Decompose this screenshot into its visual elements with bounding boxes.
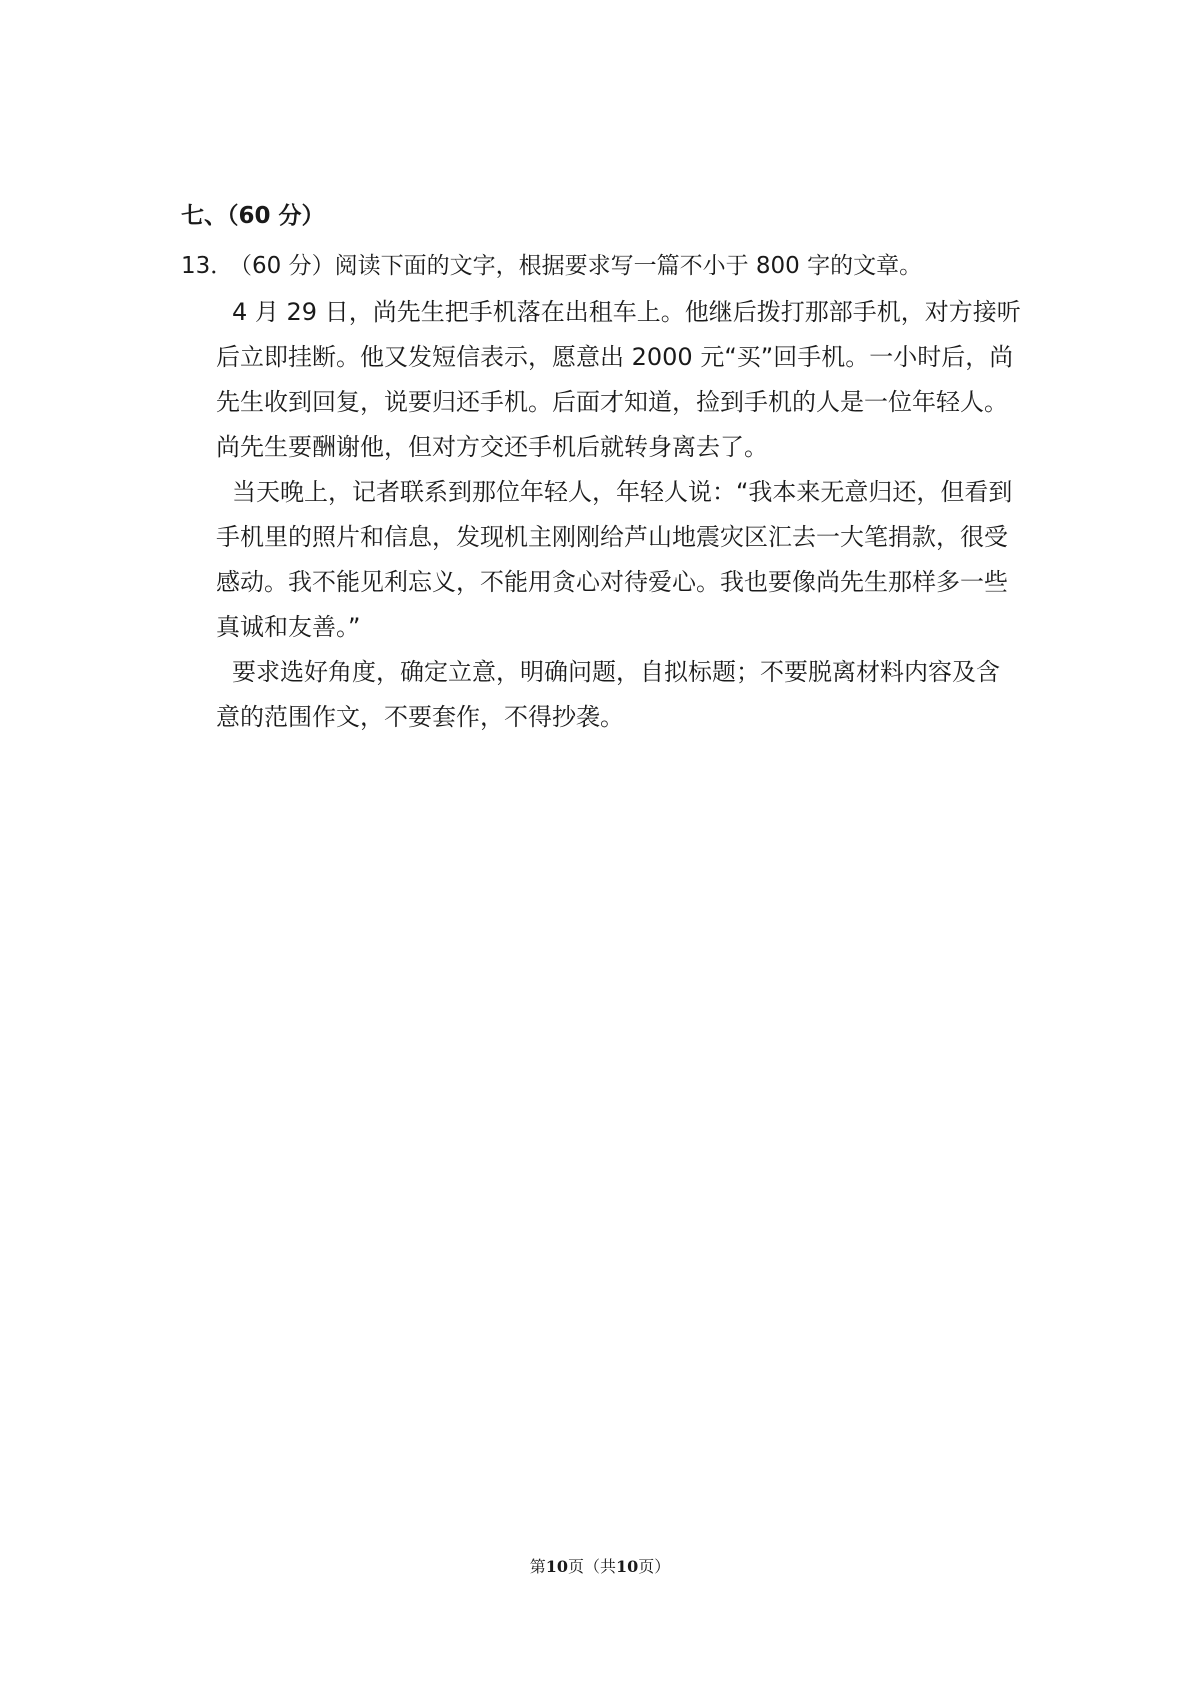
footer-total-pages: 10 (616, 1557, 639, 1576)
passage-line: 尚先生要酬谢他，但对方交还手机后就转身离去了。 (216, 433, 768, 461)
passage (216, 290, 1026, 740)
passage-paragraph-2 (216, 470, 1026, 650)
passage-line: 当天晚上，记者联系到那位年轻人，年轻人说：“我本来无意归还，但看到 (232, 478, 1013, 506)
footer-suffix: 页） (638, 1557, 671, 1576)
passage-paragraph-1 (216, 290, 1026, 470)
footer-page-number: 10 (545, 1557, 568, 1576)
footer-middle: 页（共 (567, 1557, 616, 1576)
footer-prefix: 第 (529, 1557, 546, 1576)
passage-line: 要求选好角度，确定立意，明确问题，自拟标题；不要脱离材料内容及含 (232, 658, 1000, 686)
passage-line: 后立即挂断。他又发短信表示，愿意出 2000 元“买”回手机。一小时后，尚 (216, 343, 1014, 371)
passage-line: 意的范围作文，不要套作，不得抄袭。 (216, 703, 624, 731)
passage-paragraph-3 (216, 650, 1026, 740)
question-number: 13． (181, 253, 234, 279)
page-footer (0, 1556, 1200, 1578)
passage-line: 感动。我不能见利忘义，不能用贪心对待爱心。我也要像尚先生那样多一些 (216, 568, 1008, 596)
passage-line: 手机里的照片和信息，发现机主刚刚给芦山地震灾区汇去一大笔捐款，很受 (216, 523, 1008, 551)
question-prompt: （60 分）阅读下面的文字，根据要求写一篇不小于 800 字的文章。 (229, 253, 923, 279)
passage-line: 先生收到回复，说要归还手机。后面才知道，捡到手机的人是一位年轻人。 (216, 388, 1008, 416)
question-prompt-line (181, 250, 922, 282)
passage-line: 真诚和友善。” (216, 613, 361, 641)
section-heading: 七、（60 分） (181, 203, 325, 229)
passage-line: 4 月 29 日，尚先生把手机落在出租车上。他继后拨打那部手机，对方接听 (232, 298, 1021, 326)
